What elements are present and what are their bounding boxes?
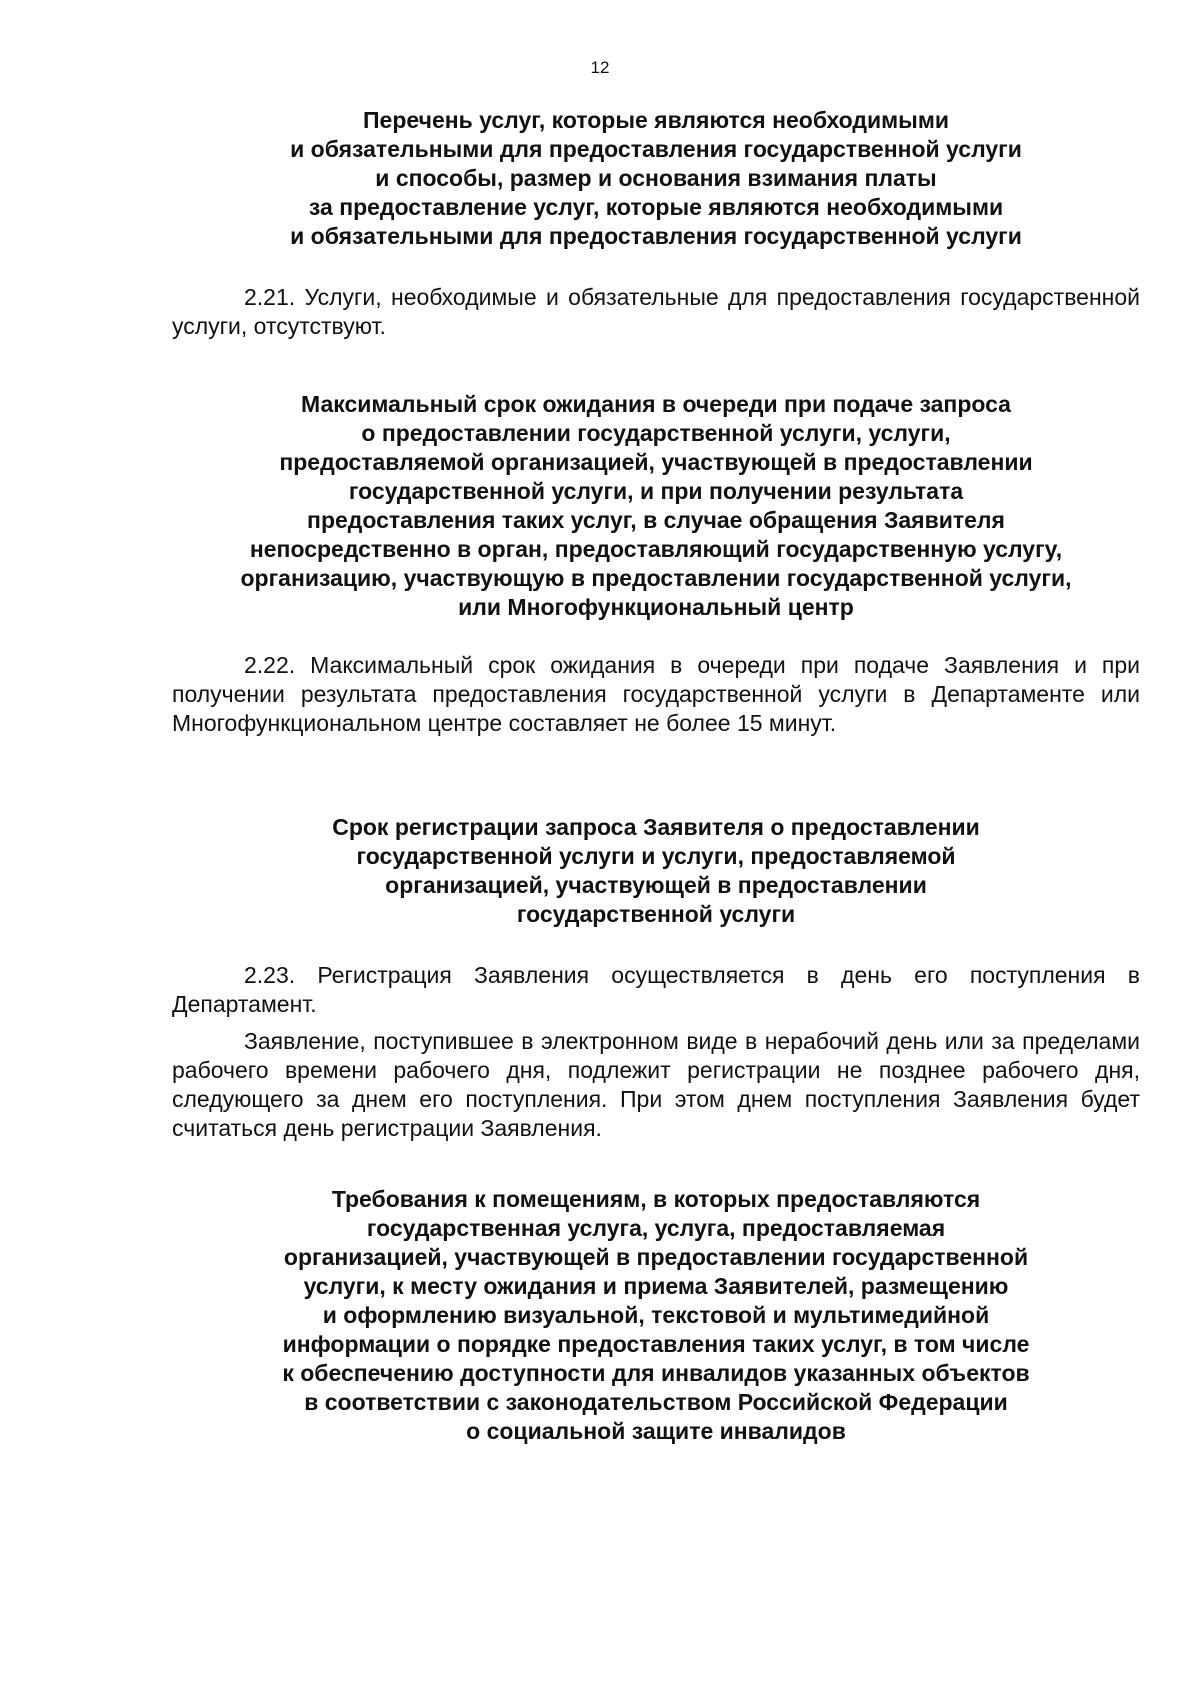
heading-line: предоставляемой организацией, участвующей в предоставлении [279,449,1033,475]
heading-line: государственной услуги, и при получении результата [348,478,964,504]
section-heading-premises-requirements [172,1185,1140,1446]
section-body-registration [172,961,1140,1151]
section-heading-services-list [172,106,1140,251]
heading-line: информации о порядке предоставления таких услуг, в том числе [282,1331,1030,1357]
heading-line: услуги, к месту ожидания и приема Заявителей, размещению [303,1273,1009,1299]
heading-line: и обязательными для предоставления государственной услуги [290,136,1022,162]
paragraph-2-22: 2.22. Максимальный срок ожидания в очереди при подаче Заявления и при получении результата предоставления государственной услуги в Департаменте или Многофункциональном центре составляет не более 15 минут. [172,652,1140,736]
heading-line: в соответствии с законодательством Российской Федерации [304,1389,1008,1415]
heading-line: или Многофункциональный центр [458,594,854,620]
heading-line: предоставления таких услуг, в случае обращения Заявителя [307,507,1005,533]
heading-line: организацию, участвующую в предоставлении государственной услуги, [240,565,1072,591]
heading-line: и обязательными для предоставления государственной услуги [290,223,1022,249]
section-body-services-list [172,283,1140,349]
heading-line: Срок регистрации запроса Заявителя о предоставлении [332,814,980,840]
heading-line: Перечень услуг, которые являются необходимыми [363,107,949,133]
paragraph-2-23: 2.23. Регистрация Заявления осуществляется в день его поступления в Департамент. [172,962,1140,1017]
heading-line: государственная услуга, услуга, предоставляемая [366,1215,946,1241]
heading-line: государственной услуги и услуги, предоставляемой [356,843,956,869]
heading-line: Максимальный срок ожидания в очереди при подаче запроса [301,391,1011,417]
heading-line: организацией, участвующей в предоставлении [385,872,927,898]
heading-line: государственной услуги [516,901,796,927]
heading-line: о предоставлении государственной услуги, услуги, [361,420,951,446]
section-heading-queue-time [172,390,1140,622]
heading-line: о социальной защите инвалидов [466,1418,846,1444]
heading-line: Требования к помещениям, в которых предоставляются [331,1186,981,1212]
paragraph-2-21: 2.21. Услуги, необходимые и обязательные для предоставления государственной услуги, отсутствуют. [172,284,1140,339]
heading-line: за предоставление услуг, которые являются необходимыми [308,194,1004,220]
heading-line: к обеспечению доступности для инвалидов указанных объектов [282,1360,1030,1386]
section-body-queue-time [172,651,1140,746]
page-number: 12 [590,58,610,77]
heading-line: непосредственно в орган, предоставляющий государственную услугу, [249,536,1063,562]
heading-line: и оформлению визуальной, текстовой и мультимедийной [322,1302,990,1328]
paragraph-electronic-application: Заявление, поступившее в электронном виде в нерабочий день или за пределами рабочего времени рабочего дня, подлежит регистрации не позднее рабочего дня, следующего за днем его поступления. При этом днем поступления Заявления будет считаться день регистрации Заявления. [172,1028,1140,1141]
section-heading-registration [172,813,1140,929]
heading-line: организацией, участвующей в предоставлении государственной [283,1244,1029,1270]
heading-line: и способы, размер и основания взимания платы [375,165,937,191]
